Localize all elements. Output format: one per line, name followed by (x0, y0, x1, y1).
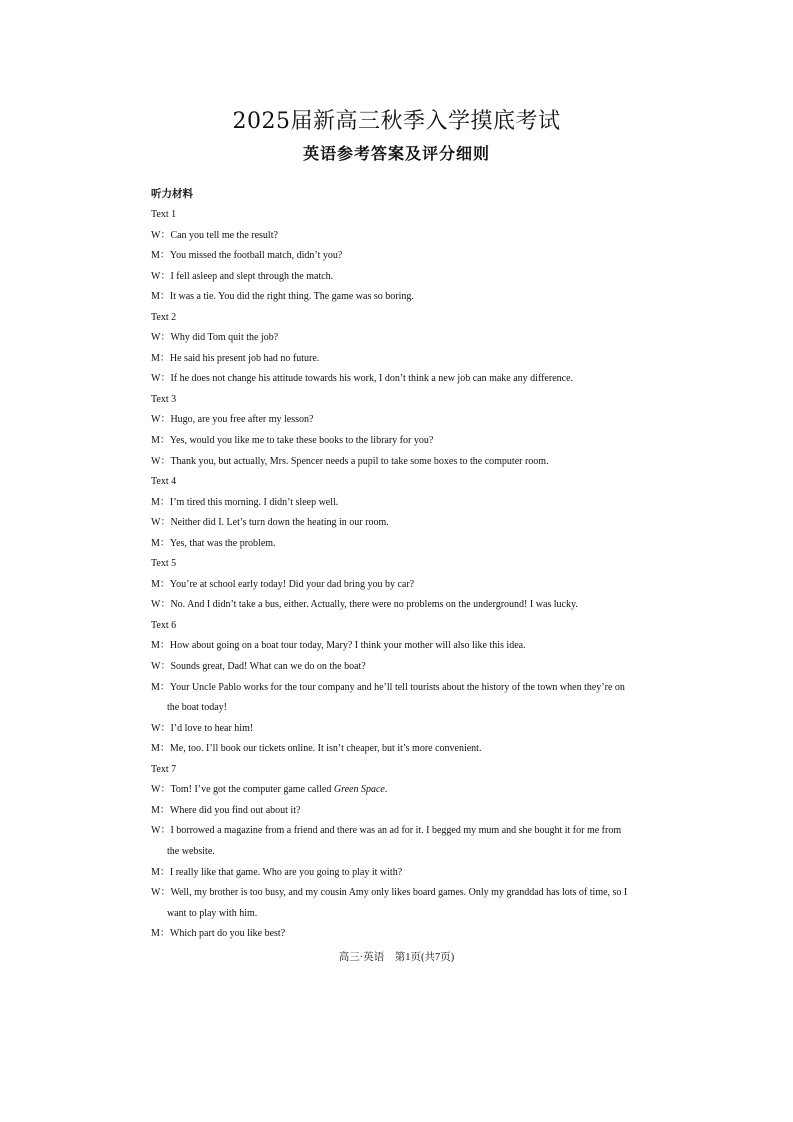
transcript-line-continued: want to play with him. (167, 907, 258, 919)
transcript-line: W：Well, my brother is too busy, and my cousin Amy only likes board games. Only my granddad has lots of time, so I (151, 887, 628, 899)
text-heading: Text 5 (151, 558, 177, 570)
text-heading: Text 4 (151, 476, 177, 488)
transcript-line: M：You’re at school early today! Did your dad bring you by car? (151, 578, 415, 590)
transcript-line (151, 780, 611, 801)
text-heading: Text 1 (151, 209, 177, 220)
transcript-line: W：I fell asleep and slept through the match. (151, 270, 334, 282)
text-heading: Text 7 (151, 763, 177, 775)
transcript-line: M：Your Uncle Pablo works for the tour company and he’ll tell tourists about the history of the town when they’re on (151, 681, 625, 693)
transcript-line: M：Which part do you like best? (151, 928, 286, 940)
transcript-line: W：Sounds great, Dad! What can we do on the boat? (151, 661, 366, 673)
page-subtitle: 英语参考答案及评分细则 (302, 144, 490, 163)
transcript-line: M：I’m tired this morning. I didn’t sleep well. (151, 496, 339, 508)
transcript-line: M：Yes, that was the problem. (151, 537, 276, 549)
line-text: . (384, 784, 388, 796)
transcript-line: M：You missed the football match, didn’t you? (151, 250, 343, 262)
transcript-line: W：If he does not change his attitude towards his work, I don’t think a new job can make any difference. (151, 373, 574, 385)
transcript-line: M：Yes, would you like me to take these books to the library for you? (151, 435, 434, 447)
transcript-line: W：I’d love to hear him! (151, 722, 254, 734)
text-heading: Text 6 (151, 619, 177, 631)
text-heading: Text 3 (151, 393, 177, 405)
transcript-line: W：Hugo, are you free after my lesson? (151, 414, 314, 426)
page-footer: 高三·英语 第1页(共7页) (338, 952, 455, 963)
transcript-line: W：I borrowed a magazine from a friend and there was an ad for it. I begged my mum and she bought it for me from (151, 825, 622, 837)
italic-title: Green Space (333, 784, 385, 796)
transcript-line: W：Neither did I. Let’s turn down the heating in our room. (151, 517, 389, 529)
text-heading: Text 2 (151, 311, 177, 323)
transcript-line: W：No. And I didn’t take a bus, either. Actually, there were no problems on the underground! I was lucky. (151, 599, 578, 611)
transcript-line: M：He said his present job had no future. (151, 352, 320, 364)
line-text: W：Tom! I’ve got the computer game called (151, 784, 334, 796)
transcript-line: W：Why did Tom quit the job? (151, 332, 279, 344)
transcript-line: M：How about going on a boat tour today, Mary? I think your mother will also like this idea. (151, 640, 526, 652)
page-title: 2025届新高三秋季入学摸底考试 (232, 109, 561, 134)
section-heading: 听力材料 (151, 188, 193, 200)
transcript-line-continued: the boat today! (167, 702, 227, 714)
transcript-body (151, 205, 628, 945)
transcript-line: M：Where did you find out about it? (151, 804, 301, 816)
transcript-line-continued: the website. (167, 845, 215, 857)
transcript-line: W：Thank you, but actually, Mrs. Spencer needs a pupil to take some boxes to the computer room. (151, 455, 549, 467)
transcript-line: M：Me, too. I’ll book our tickets online. It isn’t cheaper, but it’s more convenient. (151, 743, 482, 755)
transcript-line: M：I really like that game. Who are you going to play it with? (151, 866, 403, 878)
transcript-line: W：Can you tell me the result? (151, 229, 278, 241)
transcript-line: M：It was a tie. You did the right thing. The game was so boring. (151, 291, 414, 303)
